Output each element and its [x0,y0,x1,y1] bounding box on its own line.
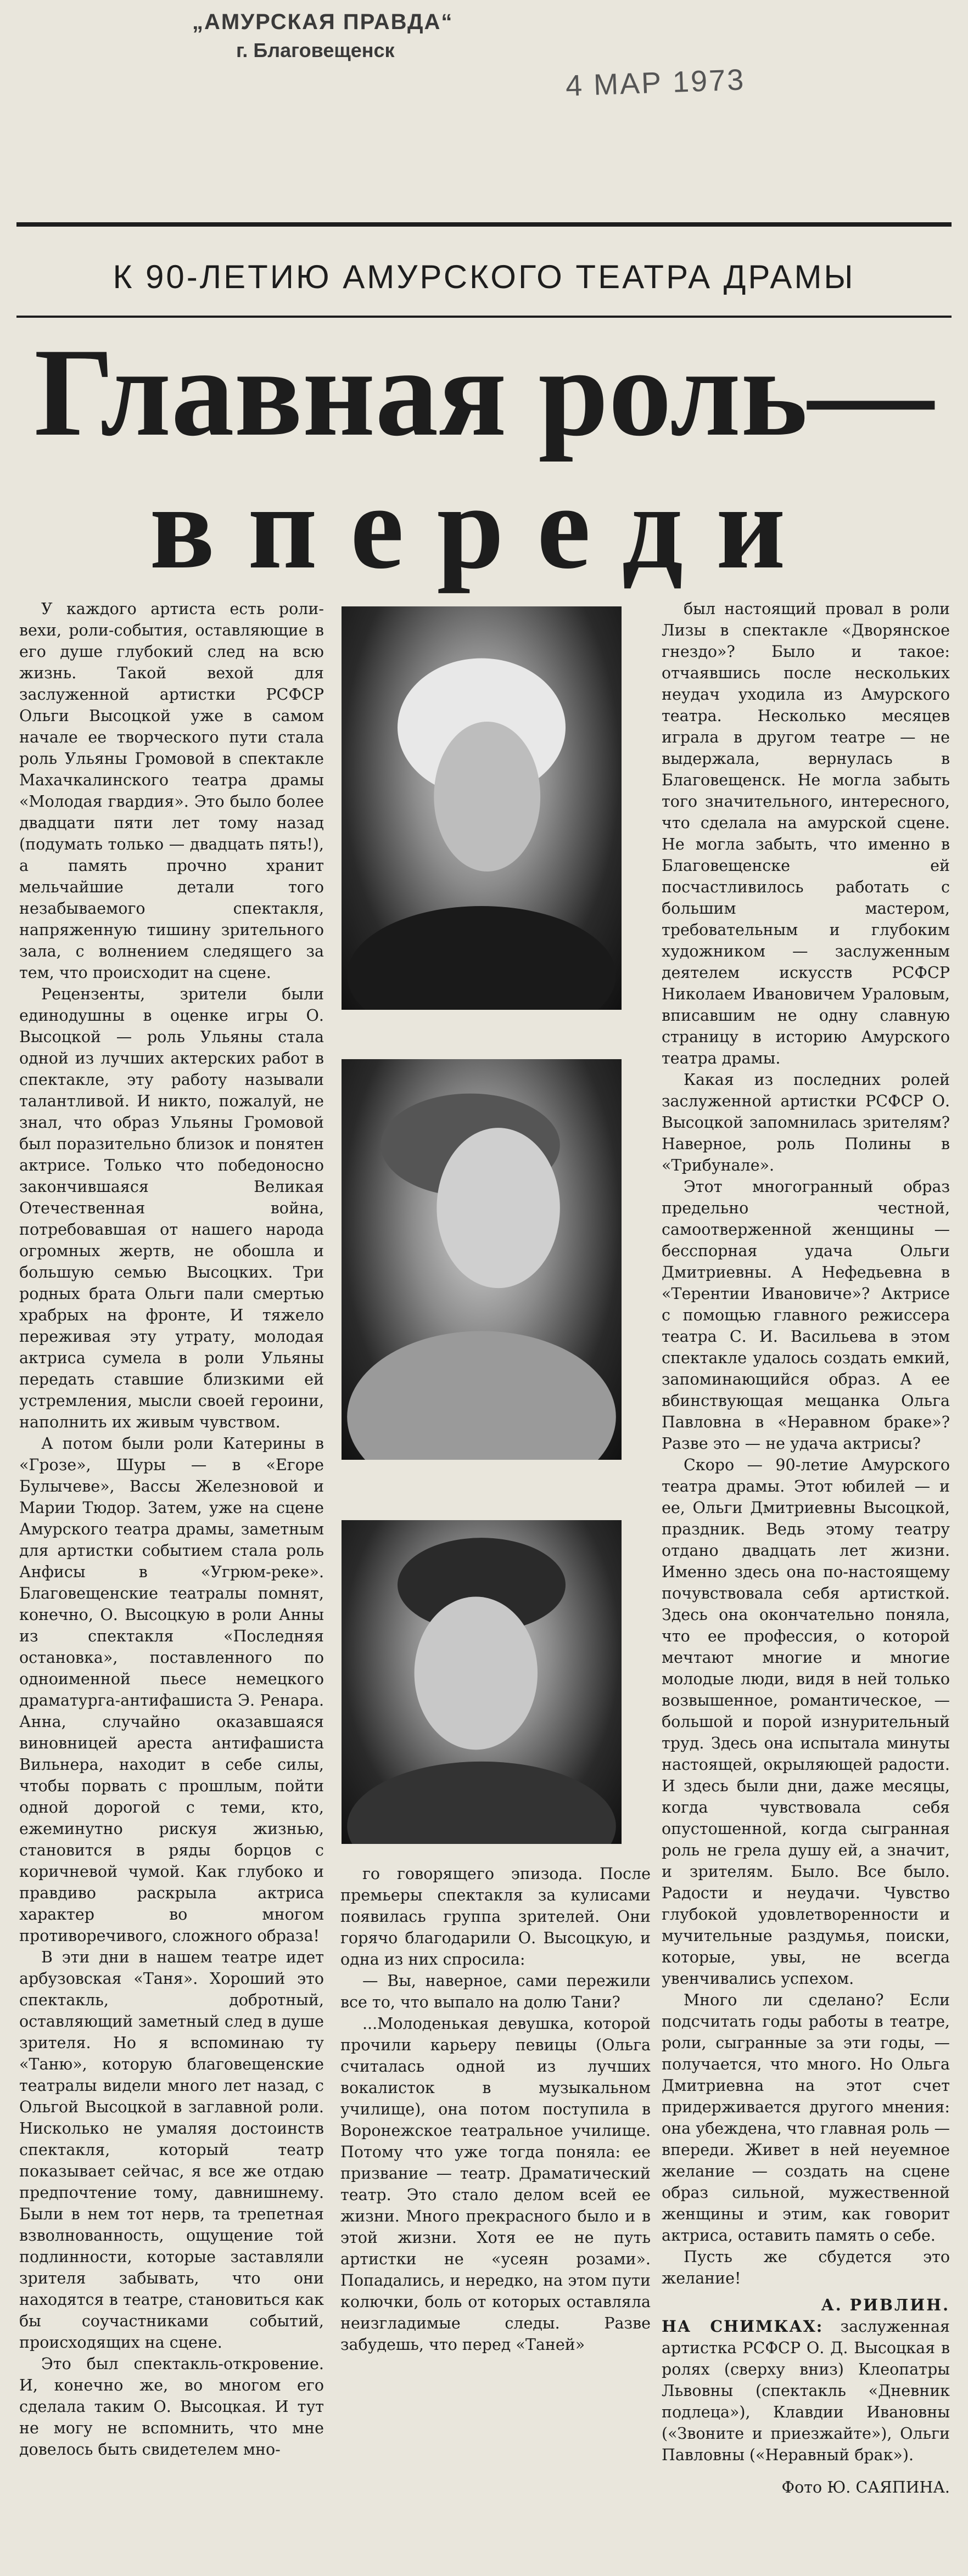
paragraph: У каждого артиста есть роли-вехи, роли-события, оставляющие в его душе глубокий след на всю жизнь. Такой вехой для заслуженной артистки РСФСР Ольги Высоцкой уже в самом начале ее творческого пути стала роль Ульяны Громовой в спектакле Махачкалинского театра драмы «Молодая гвардия». Это было более двадцати пяти лет тому назад (подумать только — двадцать пять!), а память прочно хранит мельчайшие детали того незабываемого спектакля, напряженную тишину зрительного зала, с волнением следящего за тем, что происходит на сцене. [19,600,324,982]
article-column-3 [662,598,950,2552]
rubric-rule [16,316,952,318]
photo-caption [662,2316,950,2466]
paragraph: го говорящего эпизода. После премьеры спектакля за кулисами появилась группа зрителей. Они горячо благодарили О. Высоцкую, и одна из них спросила: [340,1865,651,1968]
caption-head: НА СНИМКАХ: [662,2317,824,2336]
paragraph: Скоро — 90-летие Амурского театра драмы. Этот юбилей — и ее, Ольги Дмитриевны Высоцкой, праздник. Ведь этому театру отдано двадцать лет жизни. Именно здесь она по-настоящему почувствовала себя артисткой. Здесь она окончательно поняла, что ее профессия, о которой мечтают многие и многие молодые люди, видя в ней только возвышенное, романтическое, — большой и порой изнурительный труд. Здесь она испытала минуты настоящей, окрыляющей радости. И здесь были дни, даже месяцы, когда чувствовала себя опустошенной, когда сыгранная роль не грела душу ей, а значит, и зрителям. Было. Все было. Радости и неудачи. Чувство глубокой удовлетворенности и мучительные раздумья, поиски, которые, увы, не всегда увенчивались успехом. [662,1456,950,1988]
rubric: К 90-ЛЕТИЮ АМУРСКОГО ТЕАТРА ДРАМЫ [113,258,855,295]
date-stamp: 4 МАР 1973 [565,63,746,103]
headline-line2: впереди [149,460,819,594]
article-column-1 [19,598,324,2552]
stamp-paper-name: „АМУРСКАЯ ПРАВДА“ [192,10,454,34]
photo-klavdia-ivanovna [342,1059,622,1460]
author-signature: А. РИВЛИН. [821,2296,950,2314]
paragraph: Этот многогранный образ предельно честной, самоотверженной женщины — бесспорная удача Ольги Дмитриевны. А Нефедьевна в «Терентии Ивановиче»? Актрисе с помощью главного режиссера театра С. И. Васильева в этом спектакле удалось создать емкий, запоминающийся образ. А ее вбинствующая мещанка Ольга Павловна в «Неравном браке»? Разве это — не удача актрисы? [662,1178,950,1453]
paragraph: В эти дни в нашем театре идет арбузовская «Таня». Хороший это спектакль, добротный, оставляющий заметный след в душе зрителя. Но я вспоминаю ту «Таню», которую благовещенские театралы видели много лет назад, с Ольгой Высоцкой в заглавной роли. Нисколько не умаляя достоинств спектакля, который театр показывает сейчас, я все же отдаю предпочтение тому, давнишнему. Были в нем тот нерв, та трепетная взволнованность, ощущение той подлинности, которые заставляли зрителя забывать, что они находятся в театре, становиться как бы соучастниками событий, происходящих на сцене. [19,1948,324,2352]
article-column-2 [340,1863,651,2552]
paragraph: Какая из последних ролей заслуженной артистки РСФСР О. Высоцкой запомнилась зрителям? Наверное, роль Полины в «Трибунале». [662,1071,950,1174]
caption-text: заслуженная артистка РСФСР О. Д. Высоцкая в ролях (сверху вниз) Клеопатры Львовны (спектакль «Дневник подлеца»), Клавдии Ивановны («Звоните и приезжайте»), Ольги Павловны («Неравный брак»). [662,2318,950,2464]
paragraph: ...Молоденькая девушка, которой прочили карьеру певицы (Ольга считалась одной из лучших вокалисток в музыкальном училище), она потом поступила в Воронежское театральное училище. Потому что уже тогда поняла: ее призвание — театр. Драматический театр. Это стало делом всей ее жизни. Много прекрасного было и в этой жизни. Хотя ее не путь артистки не «усеян розами». Попадались, и нередко, на этом пути колючки, боль от которых оставляла неизгладимые следы. Разве забудешь, что перед «Таней» [340,2015,651,2354]
paragraph: Пусть же сбудется это желание! [662,2248,950,2287]
newspaper-stamp [192,10,478,62]
photo-klepatra-lvovna [342,606,622,1010]
photo-credit: Фото Ю. САЯПИНА. [781,2478,950,2496]
paragraph: был настоящий провал в роли Лизы в спектакле «Дворянское гнездо»? Было и такое: отчаявшись после нескольких неудач уходила из Амурского театра. Несколько месяцев играла в другом театре — не выдержала, вернулась в Благовещенск. Не могла забыть того значительного, интересного, что сделала на амурской сцене. Не могла забыть, что именно в Благовещенске ей посчастливилось работать с большим мастером, требовательным и глубоким художником — заслуженным деятелем искусств РСФСР Николаем Ивановичем Ураловым, вписавшим не одну славную страницу в историю Амурского театра драмы. [662,600,950,1067]
paragraph: Рецензенты, зрители были единодушны в оценке игры О. Высоцкой — роль Ульяны стала одной из лучших актерских работ в спектакле, эту работу называли талантливой. И никто, пожалуй, не знал, что образ Ульяны Громовой был поразительно близок и понятен актрисе. Только что победоносно закончившаяся Великая Отечественная война, потребовавшая от нашего народа огромных жертв, не обошла и большую семью Высоцких. Три родных брата Ольги пали смертью храбрых на фронте, И тяжело переживая эту утрату, молодая актриса сумела в роли Ульяны передать ставшие близкими ей устремления, мысли своей героини, наполнить их живым чувством. [19,985,324,1431]
paragraph: — Вы, наверное, сами пережили все то, что выпало на долю Тани? [340,1972,651,2011]
headline-line1: Главная роль— [34,322,934,462]
photo-olga-pavlovna [342,1520,622,1844]
paragraph: Много ли сделано? Если подсчитать годы работы в театре, роли, сыгранные за эти годы, — получается, что много. Но Ольга Дмитриевна на этот счет придерживается другого мнения: она убеждена, что главная роль — впереди. Живет в ней неуемное желание — создать на сцене образ сильной, мужественной женщины и этим, как говорит актриса, оставить память о себе. [662,1991,950,2245]
paragraph: Это был спектакль-откровение. И, конечно же, во многом его сделала таким О. Высоцкая. И тут не могу не вспомнить, что мне довелось быть свидетелем мно- [19,2355,324,2459]
top-rule [16,222,952,227]
paragraph: А потом были роли Катерины в «Грозе», Шуры — в «Егоре Булычеве», Вассы Железновой и Марии Тюдор. Затем, уже на сцене Амурского театра драмы, заметным для артистки событием стала роль Анфисы в «Угрюм-реке». Благовещенские театралы помнят, конечно, О. Высоцкую в роли Анны из спектакля «Последняя остановка», поставленного по одноименной пьесе немецкого драматурга-антифашиста Э. Ренара. Анна, случайно оказавшаяся виновницей ареста антифашиста Вильнера, находит в себе силы, чтобы порвать с прошлым, пойти одной дорогой с теми, кто, ежеминутно рискуя жизнью, становится в ряды борцов с коричневой чумой. Как глубоко и правдиво раскрыла актриса характер во многом противоречивого, сложного образа! [19,1435,324,1945]
stamp-city: г. Благовещенск [236,39,395,61]
